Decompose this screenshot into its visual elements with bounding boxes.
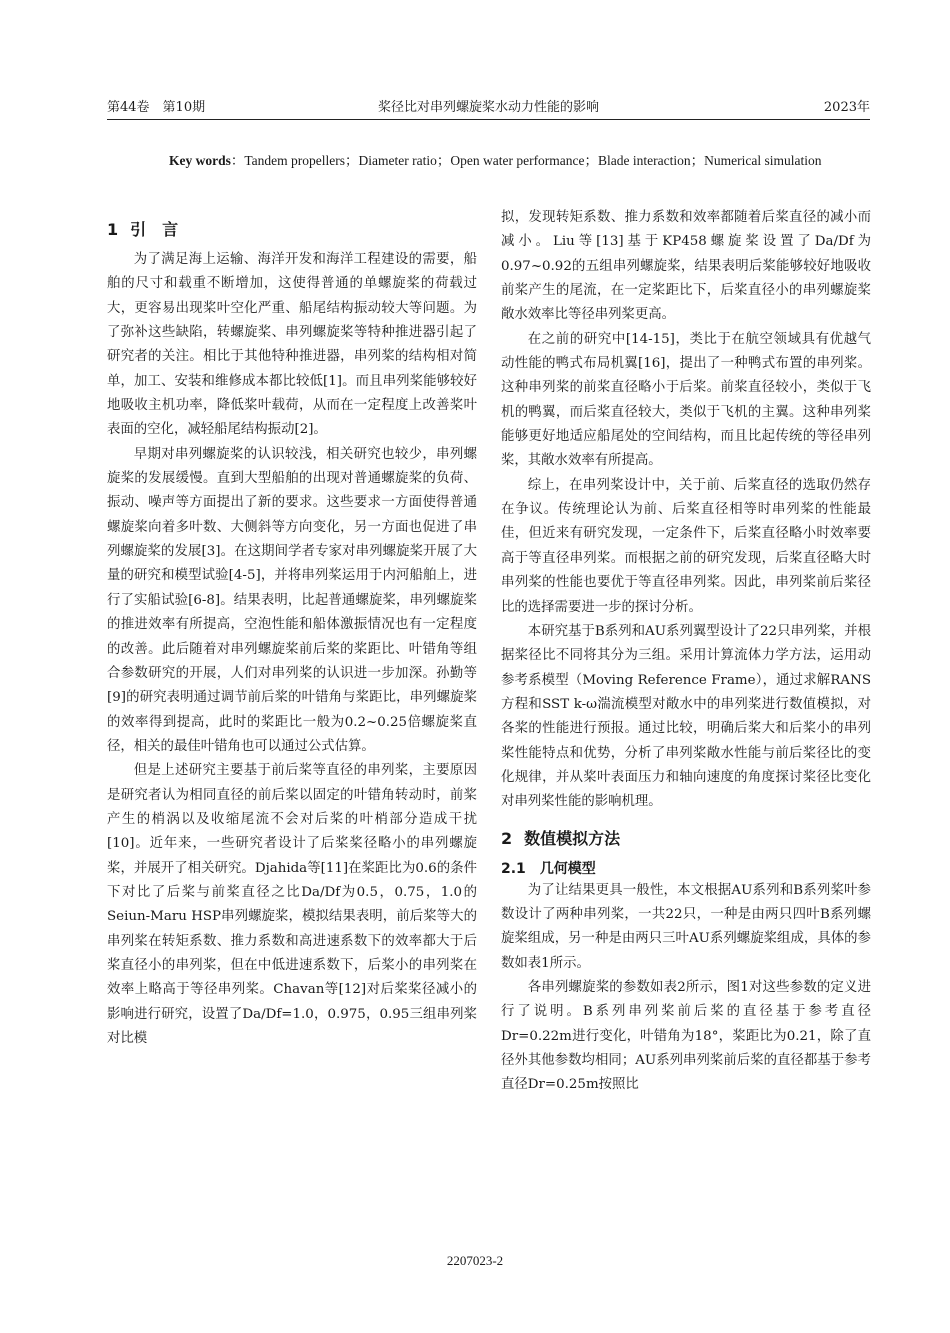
paragraph: 各串列螺旋桨的参数如表2所示，图1对这些参数的定义进行了说明。B系列串列桨前后桨的直径基于参考直径Dr=0.22m进行变化，叶错角为18°，桨距比为0.21，除了直径外其他参数均相同；AU系列串列桨前后桨的直径都基于参考直径Dr=0.25m按照比	[501, 979, 871, 1093]
subsection-number: 2.1	[501, 860, 526, 877]
right-column	[501, 206, 871, 1098]
keywords-block	[107, 148, 870, 173]
section-heading-methods	[501, 815, 871, 851]
running-title: 桨径比对串列螺旋桨水动力性能的影响	[377, 100, 599, 115]
section-title: 数值模拟方法	[524, 828, 621, 848]
keywords-label: Key words	[169, 153, 231, 168]
subsection-heading-geometry	[501, 851, 871, 879]
paragraph-continued: 拟，发现转矩系数、推力系数和效率都随着后桨直径的减小而减小。Liu等[13]基于KP458螺旋桨设置了Da/Df为0.97~0.92的五组串列螺旋桨，结果表明后桨能够较好地吸收前桨产生的尾流，在一定桨距比下，后桨直径小的串列螺旋桨敞水效率比等径串列桨更高。	[501, 210, 871, 323]
paragraph: 早期对串列螺旋桨的认识较浅，相关研究也较少，串列螺旋桨的发展缓慢。直到大型船舶的出现对普通螺旋桨的负荷、振动、噪声等方面提出了新的要求。这些要求一方面使得普通螺旋桨向着多叶数、大侧斜等方向变化，另一方面也促进了串列螺旋桨的发展[3]。在这期间学者专家对串列螺旋桨开展了大量的研究和模型试验[4-5]，并将串列桨运用于内河船舶上，进行了实船试验[6-8]。结果表明，比起普通螺旋桨，串列螺旋桨的推进效率有所提高，空泡性能和船体激振情况也有一定程度的改善。此后随着对串列螺旋桨前后桨的桨距比、叶错角等组合参数研究的开展，人们对串列桨的认识进一步加深。孙勤等[9]的研究表明通过调节前后桨的叶错角与桨距比，串列螺旋桨的效率得到提高，此时的桨距比一般为0.2~0.25倍螺旋桨直径，相关的最佳叶错角也可以通过公式估算。	[107, 446, 477, 754]
running-header	[107, 97, 870, 120]
section-number: 1	[107, 220, 119, 239]
journal-year: 2023年	[823, 100, 870, 115]
subsection-title: 几何模型	[539, 860, 596, 877]
paragraph: 但是上述研究主要基于前后桨等直径的串列桨，主要原因是研究者认为相同直径的前后桨以固定的叶错角转动时，前桨产生的梢涡以及收缩尾流不会对后桨的叶梢部分造成干扰[10]。近年来，一些研究者设计了后桨桨径略小的串列螺旋桨，并展开了相关研究。Djahida等[11]在桨距比为0.6的条件下对比了后桨与前桨直径之比Da/Df为0.5，0.75，1.0的Seiun-Maru HSP串列螺旋桨，模拟结果表明，前后桨等大的串列桨在转矩系数、推力系数和高进速系数下的效率都大于后桨直径小的串列桨，但在中低进速系数下，后桨小的串列桨在效率上略高于等径串列桨。Chavan等[12]对后桨桨径减小的影响进行研究，设置了Da/Df=1.0，0.975，0.95三组串列桨对比模	[107, 763, 477, 1046]
section-number: 2	[501, 828, 513, 848]
left-column	[107, 206, 477, 1051]
journal-volume-issue: 第44卷 第10期	[107, 100, 206, 115]
paragraph: 为了满足海上运输、海洋开发和海洋工程建设的需要，船舶的尺寸和载重不断增加，这使得普通的单螺旋桨的荷载过大，更容易出现桨叶空化严重、船尾结构振动较大等问题。为了弥补这些缺陷，转螺旋桨、串列螺旋桨等特种推进器引起了研究者的关注。相比于其他特种推进器，串列桨的结构相对简单，加工、安装和维修成本都比较低[1]。而且串列桨能够较好地吸收主机功率，降低桨叶载荷，从而在一定程度上改善桨叶表面的空化，减轻船尾结构振动[2]。	[107, 252, 477, 438]
paragraph: 本研究基于B系列和AU系列翼型设计了22只串列桨，并根据桨径比不同将其分为三组。采用计算流体力学方法，运用动参考系模型（Moving Reference Frame），通过求解RANS方程和SST k-ω湍流模型对敞水中的串列桨进行数值模拟，对各桨的性能进行预报。通过比较，明确后桨大和后桨小的串列桨性能特点和优势，分析了串列桨敞水性能与前后桨径比的变化规律，并从桨叶表面压力和轴向速度的角度探讨桨径比变化对串列桨性能的影响机理。	[501, 623, 871, 810]
keywords-text: ：Tandem propellers；Diameter ratio；Open water performance；Blade interaction；Numerical simulation	[230, 153, 822, 168]
page-footer-id: 2207023-2	[446, 1253, 504, 1268]
paragraph: 在之前的研究中[14-15]，类比于在航空领域具有优越气动性能的鸭式布局机翼[16]，提出了一种鸭式布置的串列桨。这种串列桨的前桨直径略小于后桨。前桨直径较小，类似于飞机的鸭翼，而后桨直径较大，类似于飞机的主翼。这种串列桨能够更好地适应船尾处的空间结构，而且比起传统的等径串列桨，其敞水效率有所提高。	[501, 331, 871, 469]
section-heading-introduction	[107, 206, 477, 248]
paragraph: 为了让结果更具一般性，本文根据AU系列和B系列桨叶参数设计了两种串列桨，一共22只，一种是由两只四叶B系列螺旋桨组成，另一种是由两只三叶AU系列螺旋桨组成，具体的参数如表1所示。	[501, 882, 871, 971]
section-title: 引 言	[130, 220, 179, 239]
paragraph: 综上，在串列桨设计中，关于前、后桨直径的选取仍然存在争议。传统理论认为前、后桨直径相等时串列桨的性能最佳，但近来有研究发现，一定条件下，后桨直径略小时效率要高于等直径串列桨。而根据之前的研究发现，后桨直径略大时串列桨的性能也要优于等直径串列桨。因此，串列桨前后桨径比的选择需要进一步的探讨分析。	[501, 477, 871, 615]
